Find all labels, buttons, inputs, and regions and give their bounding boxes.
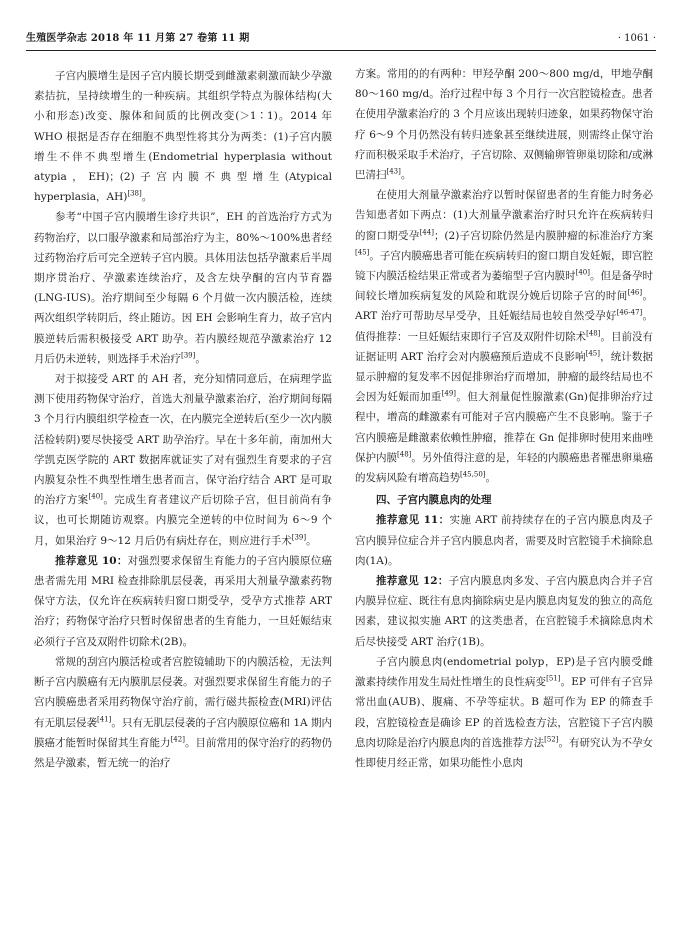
right-column xyxy=(355,64,653,914)
header-rule xyxy=(26,50,656,51)
text-run: 四、子宫内膜息肉的处理 xyxy=(376,494,492,507)
citation: [43] xyxy=(386,167,401,176)
paragraph xyxy=(34,369,332,551)
citation: [38] xyxy=(127,189,142,198)
text-run: 。但大剂量促性腺激素(Gn)促排卵治疗过程中，增高的雌激素有可能对子宫内膜癌产生不良影响。鉴于子宫内膜癌是雌激素依赖性肿瘤，推荐在 Gn 促排卵时使用来曲唑保护内膜 xyxy=(355,391,653,464)
citation: [49] xyxy=(441,389,457,398)
text-run: 。EP 可伴有子宫异常出血(AUB)、腹痛、不孕等症状。B 超可作为 EP 的筛查手段，宫腔镜检查是确诊 EP 的首选检查方法，宫腔镜下子宫内膜息肉切除是治疗内膜息肉的首选推荐方法 xyxy=(355,676,653,749)
running-header xyxy=(26,30,656,48)
text-run: 。另外值得注意的是，年轻的内膜癌患者罹患卵巢癌的发病风险有增高趋势 xyxy=(355,451,653,485)
citation: [48] xyxy=(586,329,601,338)
text-run: 子宫内膜息肉(endometrial polyp，EP)是子宫内膜受雌激素持续作用发生局灶性增生的良性病变 xyxy=(355,655,653,689)
journal-info: 生殖医学杂志 2018 年 11 月第 27 卷第 11 期 xyxy=(26,33,250,44)
text-run: 。但是备孕时间较长增加疾病复发的风险和耽误分娩后切除子宫的时间 xyxy=(355,270,653,303)
paragraph xyxy=(355,64,653,185)
text-run: 。ART 治疗可帮助尽早受孕，且妊娠结局也较自然受孕好 xyxy=(355,290,653,323)
citation: [39] xyxy=(291,533,307,542)
text-run: 。 xyxy=(141,191,153,204)
text-run: 参考“中国子宫内膜增生诊疗共识”，EH 的首选治疗方式为药物治疗，以口服孕激素和局部治疗为主，80%～100%患者经过药物治疗后可完全逆转子宫内膜。具体用法包括孕激素后半周期序贯治疗、孕激素连续治疗，及含左炔孕酮的宫内节育器(LNG-IUS)。治疗期间至少每隔 6 个月做一次内膜活检，连续两次组织学转阴后，终止随访。因 EH 会影响生育力，故子宫内膜逆转后需积极接受 ART 助孕。若内膜经规范孕激素治疗 12 月后仍未逆转，则选择手术治疗 xyxy=(34,211,332,365)
text-run: 。有研究认为不孕女性即使月经正常，如果功能性小息肉 xyxy=(355,736,653,769)
text-run: ，统计数据显示肿瘤的复发率不因促排卵治疗而增加，肿瘤的最终结局也不会因为妊娠而加重 xyxy=(355,350,653,404)
text-run: 。 xyxy=(195,352,206,365)
text-run: 。完成生育者建议产后切除子宫，但目前尚有争议，也可长期随访观察。内膜完全逆转的中位时间为 6～9 个月，如果治疗 9～12 月后仍有病灶存在，则应进行手术 xyxy=(34,494,332,547)
text-run: 实施 ART 前持续存在的子宫内膜息肉及子宫内膜异位症合并子宫内膜息肉者，需要及时宫腔镜手术摘除息肉(1A)。 xyxy=(355,514,653,567)
text-run: 子宫内膜息肉多发、子宫内膜息肉合并子宫内膜异位症、既往有息肉摘除病史是内膜息肉复发的独立的高危因素，建议拟实施 ART 的这类患者，在宫腔镜手术摘除息肉术后尽快接受 ART 治疗(1B)。 xyxy=(355,575,653,648)
citation: [46-47] xyxy=(616,308,643,317)
text-run: 。目前常用的保守治疗的药物仍然是孕激素，暂无统一的治疗 xyxy=(34,736,332,769)
text-run: 对于拟接受 ART 的 AH 者，充分知情同意后，在病理学监测下使用药物保守治疗，首选大剂量孕激素治疗，治疗期间每隔 3 个月行内膜组织学检查一次，在内膜完全逆转后(至少一次内膜活检转阴)要尽快接受 ART 助孕治疗。早在十多年前，南加州大学凯克医学院的 ART 数据库就证实了对有强烈生育要求的子宫内膜复杂性不典型性增生患者而言，保守治疗结合 ART 是可取的治疗方案 xyxy=(34,373,332,507)
citation: [45] xyxy=(355,248,370,257)
text-run: ；(2)子宫切除仍然是内膜肿瘤的标准治疗方案 xyxy=(433,229,653,242)
left-column xyxy=(34,66,332,916)
paragraph xyxy=(34,652,332,773)
citation: [48] xyxy=(397,450,412,459)
citation: [45,50] xyxy=(460,470,486,479)
paragraph xyxy=(355,185,653,488)
citation: [45] xyxy=(585,349,600,358)
paragraph xyxy=(34,551,332,652)
paragraph xyxy=(355,571,653,652)
citation: [51] xyxy=(546,674,561,683)
citation: [40] xyxy=(88,492,103,501)
text-run: 。只有无肌层侵袭的子宫内膜原位癌和 1A 期内膜癌才能暂时保留其生育能力 xyxy=(34,716,332,749)
text-run: 。值得推荐：一旦妊娠结束即行子宫及双附件切除术 xyxy=(355,310,653,343)
citation: [40] xyxy=(575,268,590,277)
text-run: 。子宫内膜癌患者可能在疾病转归的窗口期自发妊娠，即宫腔镜下内膜活检结果正常或者为萎缩型子宫内膜时 xyxy=(355,249,653,283)
text-run: 方案。常用的的有两种：甲羟孕酮 200～800 mg/d，甲地孕酮 80～160 mg/d。治疗过程中每 3 个月行一次宫腔镜检查。患者在使用孕激素治疗的 3 个月应该出现转归迹象，如果药物保守治疗 6～9 个月仍然没有转归迹象甚至继续进展，则需终止保守治疗而积极采取手术治疗，子宫切除、双侧输卵管卵巢切除和/或淋巴清扫 xyxy=(355,68,653,182)
text-run: 。 xyxy=(485,472,497,485)
text-run: 。 xyxy=(400,169,412,182)
citation: [44] xyxy=(419,228,434,237)
text-run: 常规的刮宫内膜活检或者宫腔镜辅助下的内膜活检，无法判断子宫内膜癌有无内膜肌层侵袭。对强烈要求保留生育能力的子宫内膜癌患者采用药物保守治疗前，需行磁共振检查(MRI)评估有无肌层侵袭 xyxy=(34,655,332,729)
section-heading xyxy=(355,490,653,510)
recommendation-label: 推荐意见 11： xyxy=(376,514,450,527)
text-run: 对强烈要求保留生育能力的子宫内膜原位癌患者需先用 MRI 检查排除肌层侵袭，再采用大剂量孕激素药物保守方法，仅允许在疾病转归窗口期受孕，受孕方式推荐 ART 治疗；药物保守治疗只暂时保留患者的生育能力，一旦妊娠结束必须行子宫及双附件切除术(2B)。 xyxy=(34,554,332,648)
paragraph xyxy=(355,510,653,571)
paragraph xyxy=(355,652,653,773)
text-run: 。 xyxy=(306,534,317,547)
citation: [46] xyxy=(627,288,643,297)
text-run: 。目前没有证据证明 ART 治疗会对内膜癌预后造成不良影响 xyxy=(355,330,653,363)
recommendation-label: 推荐意见 10： xyxy=(55,554,128,567)
citation: [41] xyxy=(97,715,112,723)
text-run: 子宫内膜增生是因子宫内膜长期受到雌激素刺激而缺少孕激素拮抗，呈持续增生的一种疾病。其组织学特点为腺体结构(大小和形态)改变、腺体和间质的比例改变(＞1∶1)。2014 年 WHO 根据是否存在细胞不典型性将其分为两类：(1)子宫内膜增生不伴不典型增生(Endometrial hyperplasia without atypia，EH)；(2)子宫内膜不典型增生(Atypical hyperplasia，AH) xyxy=(34,70,332,204)
page-number: · 1061 · xyxy=(617,33,656,44)
text-run: 在使用大剂量孕激素治疗以暂时保留患者的生育能力时务必告知患者如下两点：(1)大剂量孕激素治疗时只允许在疾病转归的窗口期受孕 xyxy=(355,189,653,242)
recommendation-label: 推荐意见 12： xyxy=(376,575,449,588)
paragraph xyxy=(34,207,332,369)
paragraph xyxy=(34,66,332,207)
citation: [52] xyxy=(544,735,559,744)
citation: [39] xyxy=(181,351,196,360)
citation: [42] xyxy=(170,735,185,744)
